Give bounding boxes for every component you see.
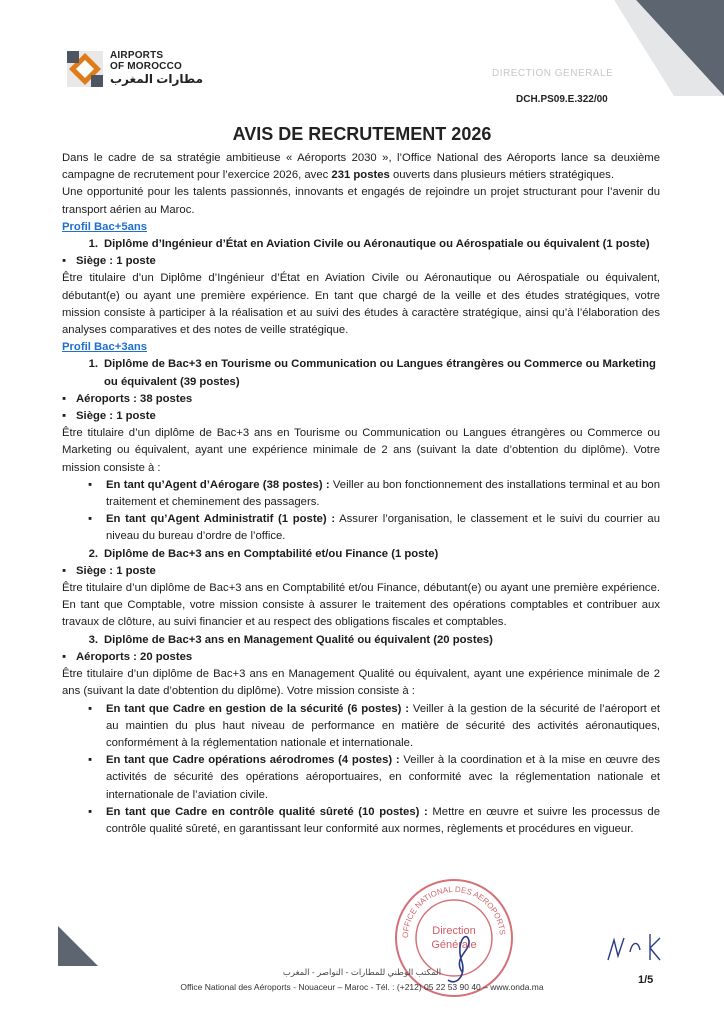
logo-text-en-2: OF MOROCCO xyxy=(110,61,182,72)
position-number: 1. xyxy=(88,358,98,371)
location-siege: ▪ Siège : 1 poste xyxy=(62,408,660,425)
position-description: Être titulaire d’un Diplôme d’Ingénieur d’État en Aviation Civile ou Aéronautique ou Aérospatiale ou équivalent, débutant(e) ou ayant une première expérience. En tant que chargé de la veille et des études stratégiques, votre mission consiste à participer à la réalisation et au suivi des études à caractère stratégique, ainsi qu’à l’élaboration des analyses comparatives et des notes de veille stratégique. xyxy=(62,272,660,337)
location-siege: ▪ Siège : 1 poste xyxy=(62,563,660,580)
bullet-text: Veiller à la coordination et à la mise en œuvre des activités de sécurité des opérations aéroportuaires, en conformité avec la réglementation nationale et internationale de l’aviation civile. xyxy=(106,754,660,801)
position-number: 1. xyxy=(88,238,98,251)
bullet-text: Mettre en œuvre et suivre les processus de contrôle qualité sûreté, en garantissant leur conformité aux normes, règlements et procédures en vigueur. xyxy=(106,805,660,835)
location-aeroports: ▪ Aéroports : 38 postes xyxy=(62,391,660,408)
stamp-text-line2: Générale xyxy=(431,939,477,951)
intro-text-end: ouverts dans plusieurs métiers stratégiques. xyxy=(389,169,614,182)
position-title: Diplôme de Bac+3 ans en Comptabilité et/ou Finance (1 poste) xyxy=(104,547,439,560)
stamp-ring-text: OFFICE NATIONAL DES AEROPORTS xyxy=(400,884,507,939)
intro-paragraph-1 xyxy=(62,150,660,184)
document-reference: DCH.PS09.E.322/00 xyxy=(516,94,608,105)
position-title: Diplôme de Bac+3 ans en Management Qualité ou équivalent (20 postes) xyxy=(104,633,493,646)
document-body xyxy=(62,150,660,838)
position-description: Être titulaire d’un diplôme de Bac+3 ans en Tourisme ou Communication ou Langues étrangères ou Commerce ou Marketing ou équivalent, ayant une expérience minimale de 2 ans (suivant la date d’obtention du diplôme). Votre mission consiste à : xyxy=(62,427,660,474)
mission-bullet: ▪ En tant que Cadre en gestion de la sécurité (6 postes) : Veiller à la gestion de la sécurité de l’aéroport et au maintien du plus haut niveau de performance en matière de sécurité des activités aéronautiques, conformément à la réglementation nationale et internationale. xyxy=(87,702,661,749)
position-heading xyxy=(62,546,660,563)
position-description: Être titulaire d’un diplôme de Bac+3 ans en Comptabilité et/ou Finance, débutant(e) ou ayant une première expérience. En tant que Comptable, votre mission consiste à assurer le traitement des opérations comptables et contribuer aux travaux de clôture, au suivi financier et au respect des obligations fiscales et comptables. xyxy=(62,582,660,629)
location-siege: ▪ Siège : 1 poste xyxy=(62,253,660,270)
position-heading xyxy=(62,236,660,253)
position-number: 3. xyxy=(88,633,98,646)
mission-bullet: ▪ En tant que Cadre opérations aérodromes (4 postes) : Veiller à la coordination et à la mise en œuvre des activités de sécurité des opérations aéroportuaires, en conformité avec la réglementation nationale et internationale de l’aviation civile. xyxy=(87,754,660,801)
section-heading-bac3: Profil Bac+3ans xyxy=(62,341,148,354)
bullet-text: Veiller à la gestion de la sécurité de l’aéroport et au maintien du plus haut niveau de performance en matière de sécurité des activités aéronautiques, conformément à la réglementation nationale et internationale. xyxy=(106,702,661,749)
bullet-role: En tant qu’Agent d’Aérogare (38 postes) : xyxy=(106,478,330,491)
page-title: AVIS DE RECRUTEMENT 2026 xyxy=(232,124,492,144)
intro-paragraph-2: Une opportunité pour les talents passionnés, innovants et engagés de rejoindre un projet structurant pour l’avenir du transport aérien au Maroc. xyxy=(62,186,660,216)
corner-decoration-top-right xyxy=(614,0,724,96)
position-number: 2. xyxy=(88,547,98,560)
bullet-role: En tant que Cadre en contrôle qualité sûreté (10 postes) : xyxy=(106,805,428,818)
bullet-text: Veiller au bon fonctionnement des installations terminal et au bon traitement et cheminement des passagers. xyxy=(106,478,660,509)
intro-total-postes: 231 postes xyxy=(331,169,390,182)
onda-logo xyxy=(66,50,203,88)
signature-initials-icon xyxy=(604,930,664,966)
position-title: Diplôme d’Ingénieur d’État en Aviation Civile ou Aéronautique ou Aérospatiale ou équivalent (1 poste) xyxy=(104,238,650,251)
position-heading xyxy=(62,356,660,390)
footer-arabic: المكتب الوطني للمطارات - النواصر - المغرب xyxy=(282,967,442,977)
mission-bullet: ▪ En tant qu’Agent Administratif (1 poste) : Assurer l’organisation, le classement et le suivi du courrier au niveau du bureau d’ordre de l’office. xyxy=(87,513,660,543)
section-heading-bac5: Profil Bac+5ans xyxy=(62,220,148,233)
footer-address: Office National des Aéroports - Nouaceur – Maroc - Tél. : (+212) 05 22 53 90 40 – www.onda.ma xyxy=(180,982,544,992)
corner-decoration-bottom-left xyxy=(58,926,98,966)
bullet-role: En tant qu’Agent Administratif (1 poste) : xyxy=(106,513,336,526)
intro-text-start: Dans le cadre de sa stratégie ambitieuse « Aéroports 2030 », l’Office National des Aéroports lance sa deuxième campagne de recrutement pour l’exercice 2026, avec xyxy=(62,152,660,182)
position-title: Diplôme de Bac+3 en Tourisme ou Communication ou Langues étrangères ou Commerce ou Marketing ou équivalent (39 postes) xyxy=(104,358,656,388)
page-number: 1/5 xyxy=(638,974,654,986)
bullet-role: En tant que Cadre en gestion de la sécurité (6 postes) : xyxy=(106,702,410,715)
position-description: Être titulaire d’un diplôme de Bac+3 ans en Management Qualité ou équivalent, ayant une expérience minimale de 2 ans (suivant la date d’obtention du diplôme). Votre mission consiste à : xyxy=(62,668,660,698)
bullet-role: En tant que Cadre opérations aérodromes (4 postes) : xyxy=(106,754,400,767)
position-heading xyxy=(62,632,660,649)
mission-bullet: ▪ En tant que Cadre en contrôle qualité sûreté (10 postes) : Mettre en œuvre et suivre les processus de contrôle qualité sûreté, en garantissant leur conformité aux normes, règlements et procédures en vigueur. xyxy=(87,805,660,835)
stamp-text-line1: Direction xyxy=(432,925,476,937)
logo-text-en-1: AIRPORTS xyxy=(110,50,164,61)
direction-generale-label: DIRECTION GENERALE xyxy=(492,68,614,79)
airports-of-morocco-logo-icon xyxy=(66,50,104,88)
logo-text-ar: مطارات المغرب xyxy=(110,72,203,86)
location-aeroports: ▪ Aéroports : 20 postes xyxy=(62,649,660,666)
bullet-text: Assurer l’organisation, le classement et le suivi du courrier au niveau du bureau d’ordre de l’office. xyxy=(106,513,660,543)
mission-bullet: ▪ En tant qu’Agent d’Aérogare (38 postes) : Veiller au bon fonctionnement des installations terminal et au bon traitement et cheminement des passagers. xyxy=(87,478,660,509)
